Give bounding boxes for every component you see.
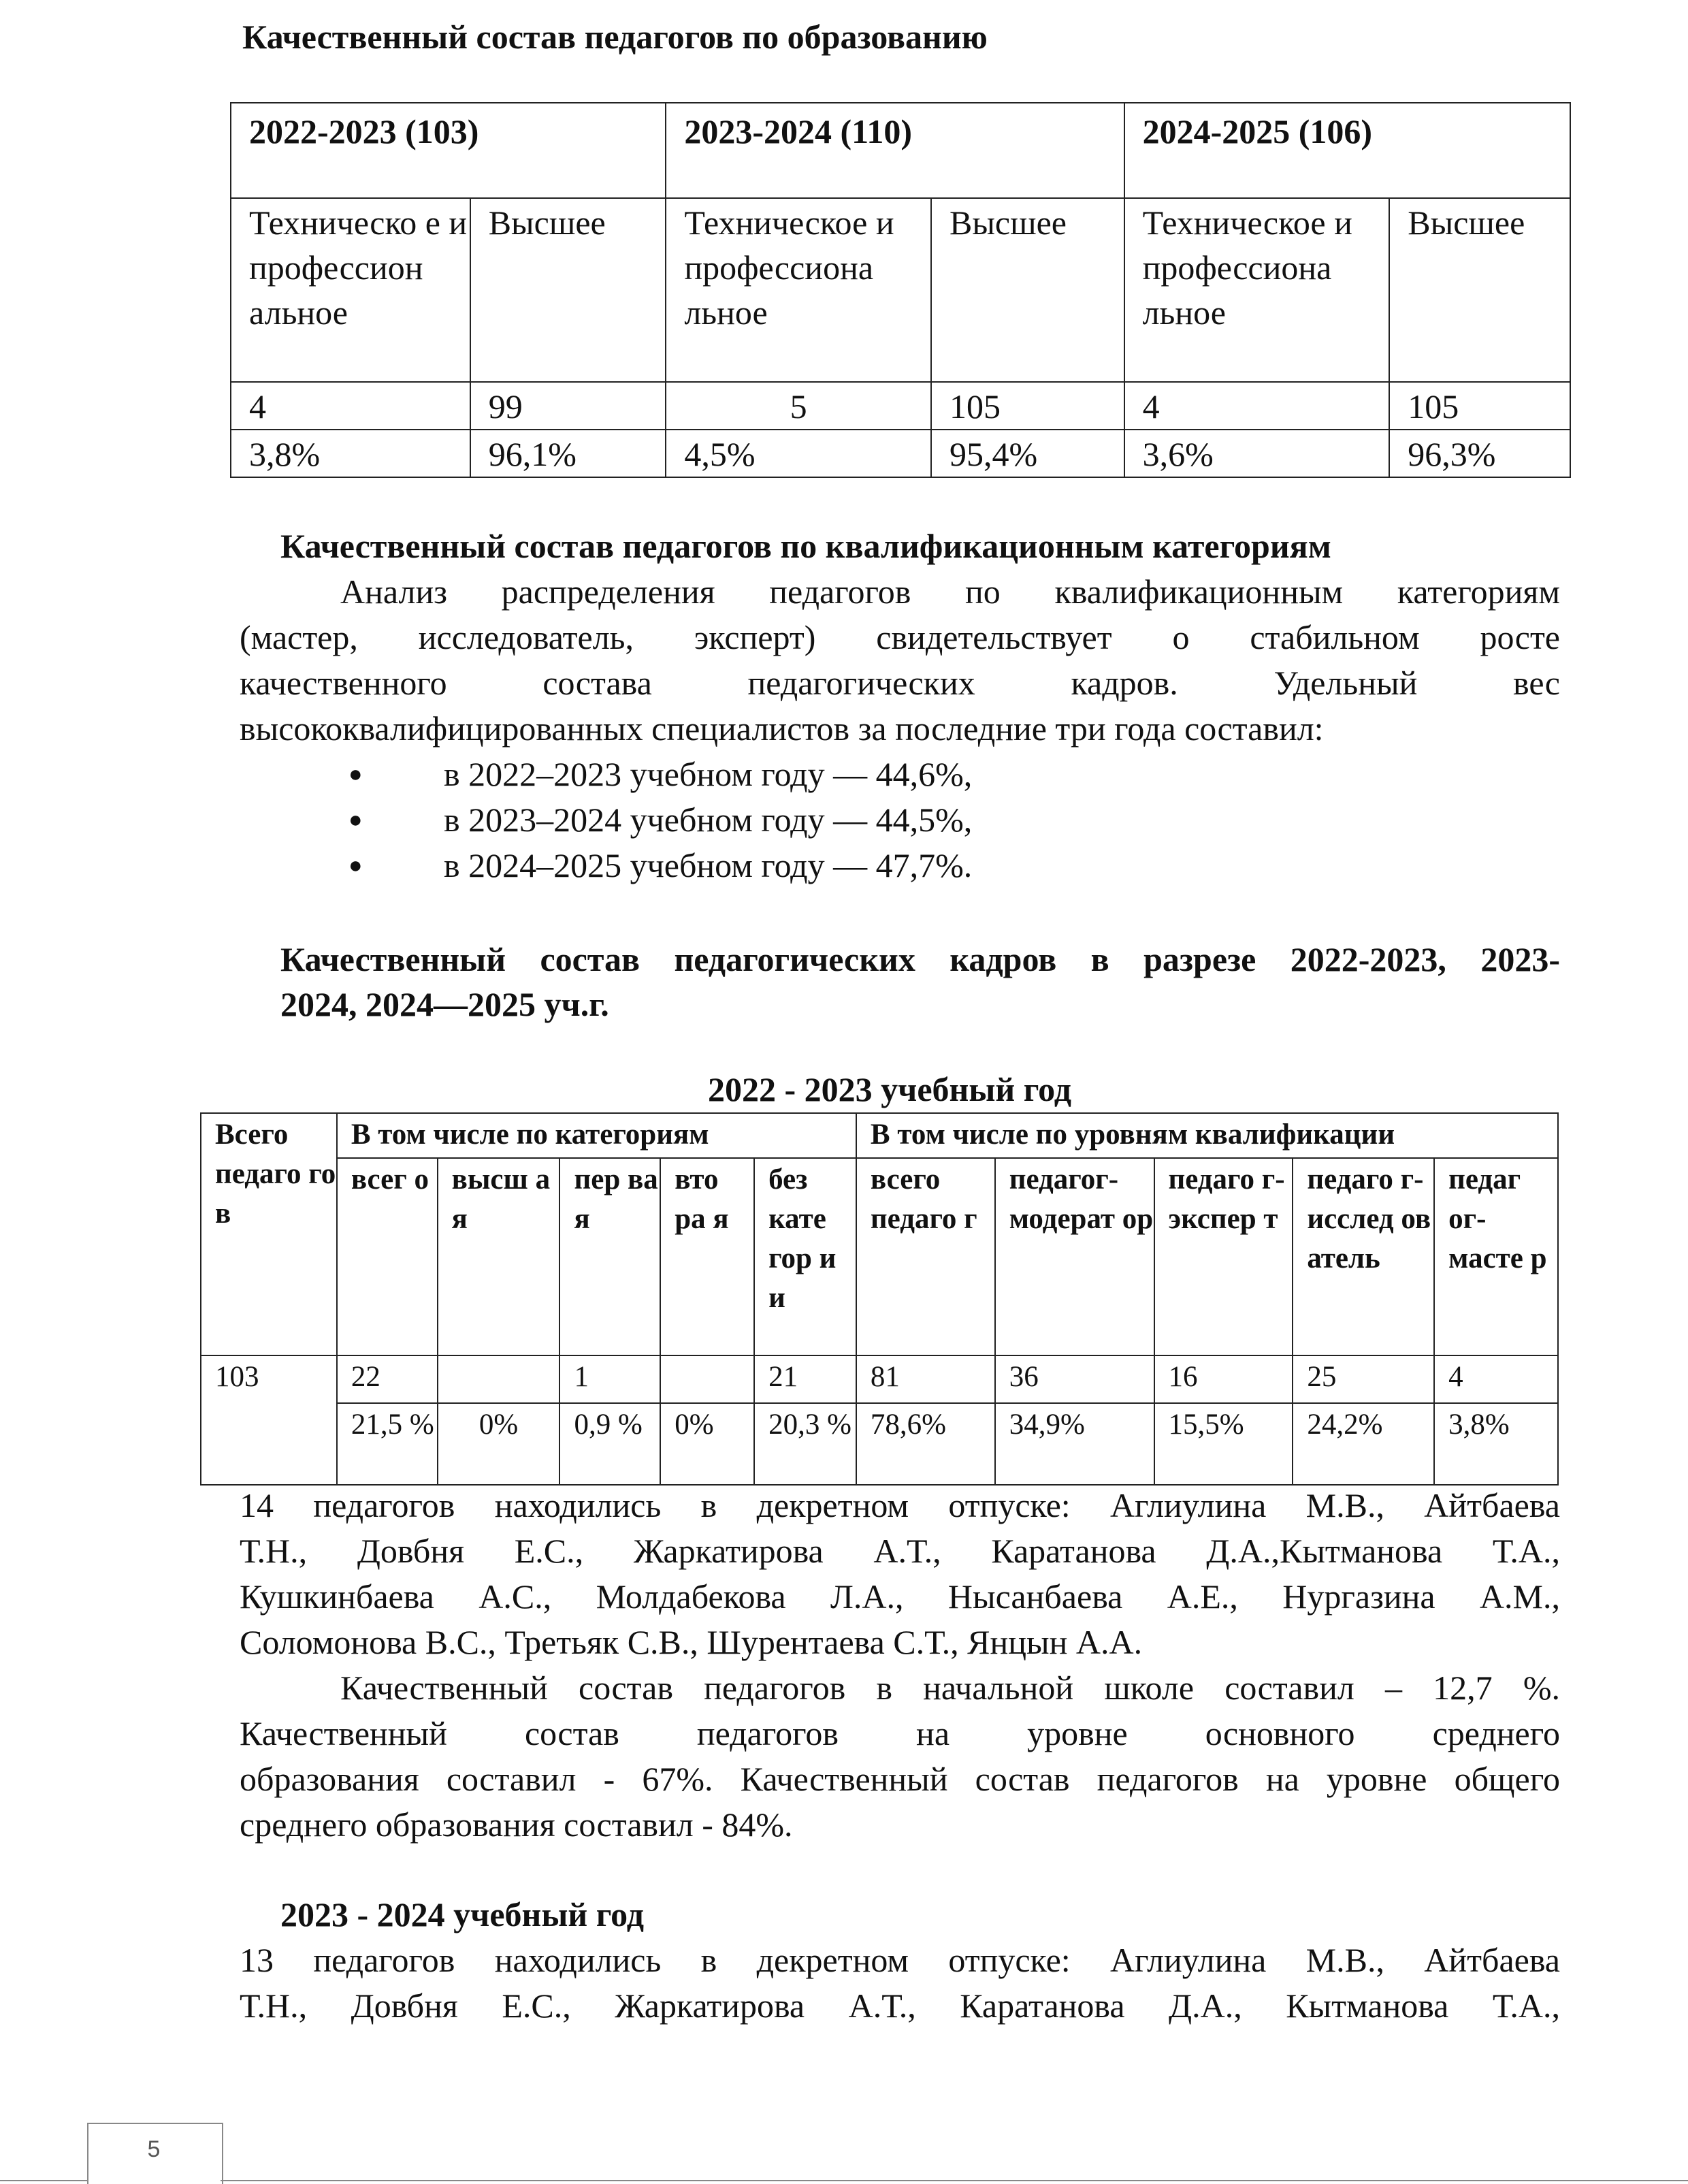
percent-cell: 21,5 % [337, 1403, 438, 1485]
bullet-icon: ● [348, 807, 363, 833]
bullet-icon: ● [348, 762, 363, 787]
bullet-icon: ● [348, 853, 363, 878]
percent-cell: 24,2% [1293, 1403, 1434, 1485]
paragraph-line: качественного состава педагогических кадров. Удельный вес [240, 664, 1560, 702]
percent-cell: 4,5% [666, 430, 931, 477]
count-cell: 4 [231, 382, 470, 430]
year-title-2023: 2023 - 2024 учебный год [280, 1895, 645, 1933]
sub-header: без кате гор и и [754, 1158, 856, 1355]
list-item-text: в 2023–2024 учебном году — 44,5%, [444, 801, 973, 839]
sub-header: высш а я [438, 1158, 560, 1355]
page-number: 5 [147, 2136, 161, 2162]
list-item-text: в 2024–2025 учебном году — 47,7%. [444, 846, 973, 884]
percent-cell: 0% [438, 1403, 560, 1485]
total-header: Всего педаго го в [201, 1113, 337, 1355]
title-line: Качественный состав педагогических кадров в разрезе 2022-2023, 2023- [280, 940, 1560, 978]
qualification-table [200, 1112, 1559, 1486]
paragraph-line: 13 педагогов находились в декретном отпуске: Аглиулина М.В., Айтбаева [240, 1941, 1560, 1979]
paragraph-line: Т.Н., Довбня Е.С., Жаркатирова А.Т., Каратанова Д.А.,Кытманова Т.А., [240, 1532, 1560, 1570]
sub-header: всего педаго г [856, 1158, 995, 1355]
count-cell: 105 [931, 382, 1124, 430]
sub-header: Техническое и профессиона льное [666, 198, 931, 382]
sub-header: Техническое и профессиона льное [1124, 198, 1390, 382]
paragraph-line: образования составил - 67%. Качественный состав педагогов на уровне общего [240, 1760, 1560, 1798]
category-header: В том числе по категориям [337, 1113, 856, 1158]
count-cell: 105 [1389, 382, 1570, 430]
section-title-categories: Качественный состав педагогов по квалификационным категориям [280, 527, 1331, 565]
list-item [240, 843, 972, 888]
count-cell [438, 1355, 560, 1403]
percent-cell: 96,1% [470, 430, 666, 477]
list-item-text: в 2022–2023 учебном году — 44,6%, [444, 755, 973, 793]
footer-line [0, 2180, 87, 2181]
year-header-2022: 2022-2023 (103) [231, 103, 666, 198]
sub-header: всег о [337, 1158, 438, 1355]
list-item [240, 797, 972, 843]
sub-header: педагог-модерат ор [995, 1158, 1154, 1355]
paragraph-line: Соломонова В.С., Третьяк С.В., Шурентаева С.Т., Янцын А.А. [240, 1623, 1143, 1661]
sub-header: вто ра я [660, 1158, 754, 1355]
sub-header: педаго г-исслед ов атель [1293, 1158, 1434, 1355]
paragraph-line: среднего образования составил - 84%. [240, 1805, 793, 1844]
sub-header: педаг ог-масте р [1434, 1158, 1558, 1355]
percent-cell: 3,8% [231, 430, 470, 477]
percent-cell: 95,4% [931, 430, 1124, 477]
paragraph-line: Качественный состав педагогов на уровне основного среднего [240, 1714, 1560, 1752]
section-title-education: Качественный состав педагогов по образованию [242, 18, 988, 56]
count-cell [660, 1355, 754, 1403]
paragraph-analysis [240, 569, 1560, 752]
list-item [240, 752, 972, 797]
paragraph-line: Качественный состав педагогов в начальной школе составил – 12,7 %. [340, 1669, 1560, 1707]
sub-header: педаго г-экспер т [1154, 1158, 1293, 1355]
sub-header: Высшее [470, 198, 666, 382]
count-cell: 81 [856, 1355, 995, 1403]
level-header: В том числе по уровням квалификации [856, 1113, 1558, 1158]
year-header-2024: 2024-2025 (106) [1124, 103, 1570, 198]
count-cell: 22 [337, 1355, 438, 1403]
section-title-staff [280, 937, 1560, 1027]
paragraph-line: Анализ распределения педагогов по квалификационным категориям [340, 573, 1560, 611]
percent-cell: 78,6% [856, 1403, 995, 1485]
count-cell: 5 [666, 382, 931, 430]
count-cell: 25 [1293, 1355, 1434, 1403]
percent-cell: 3,8% [1434, 1403, 1558, 1485]
total-cell: 103 [201, 1355, 337, 1485]
sub-header: Высшее [931, 198, 1124, 382]
percent-cell: 20,3 % [754, 1403, 856, 1485]
count-cell: 1 [559, 1355, 660, 1403]
bullet-list [240, 752, 972, 888]
count-cell: 99 [470, 382, 666, 430]
sub-header: Высшее [1389, 198, 1570, 382]
paragraph-levels [240, 1665, 1560, 1848]
paragraph-maternity-2023 [240, 1938, 1560, 2029]
paragraph-line: высококвалифицированных специалистов за последние три года составил: [240, 709, 1324, 748]
title-line: 2024, 2024—2025 уч.г. [280, 985, 609, 1023]
percent-cell: 15,5% [1154, 1403, 1293, 1485]
paragraph-line: 14 педагогов находились в декретном отпуске: Аглиулина М.В., Айтбаева [240, 1486, 1560, 1524]
percent-cell: 3,6% [1124, 430, 1390, 477]
percent-cell: 0,9 % [559, 1403, 660, 1485]
sub-header: Техническо е и профессион альное [231, 198, 470, 382]
paragraph-line: (мастер, исследователь, эксперт) свидетельствует о стабильном росте [240, 618, 1560, 656]
percent-cell: 0% [660, 1403, 754, 1485]
year-header-2023: 2023-2024 (110) [666, 103, 1124, 198]
count-cell: 4 [1124, 382, 1390, 430]
paragraph-line: Кушкинбаева А.С., Молдабекова Л.А., Нысанбаева А.Е., Нургазина А.М., [240, 1577, 1560, 1616]
count-cell: 16 [1154, 1355, 1293, 1403]
count-cell: 21 [754, 1355, 856, 1403]
education-table [230, 102, 1571, 478]
percent-cell: 34,9% [995, 1403, 1154, 1485]
paragraph-maternity-2022 [240, 1483, 1560, 1665]
year-title-2022: 2022 - 2023 учебный год [708, 1070, 1072, 1108]
count-cell: 4 [1434, 1355, 1558, 1403]
count-cell: 36 [995, 1355, 1154, 1403]
footer-line [221, 2180, 1688, 2181]
percent-cell: 96,3% [1389, 430, 1570, 477]
sub-header: пер ва я [559, 1158, 660, 1355]
paragraph-line: Т.Н., Довбня Е.С., Жаркатирова А.Т., Каратанова Д.А., Кытманова Т.А., [240, 1987, 1560, 2025]
